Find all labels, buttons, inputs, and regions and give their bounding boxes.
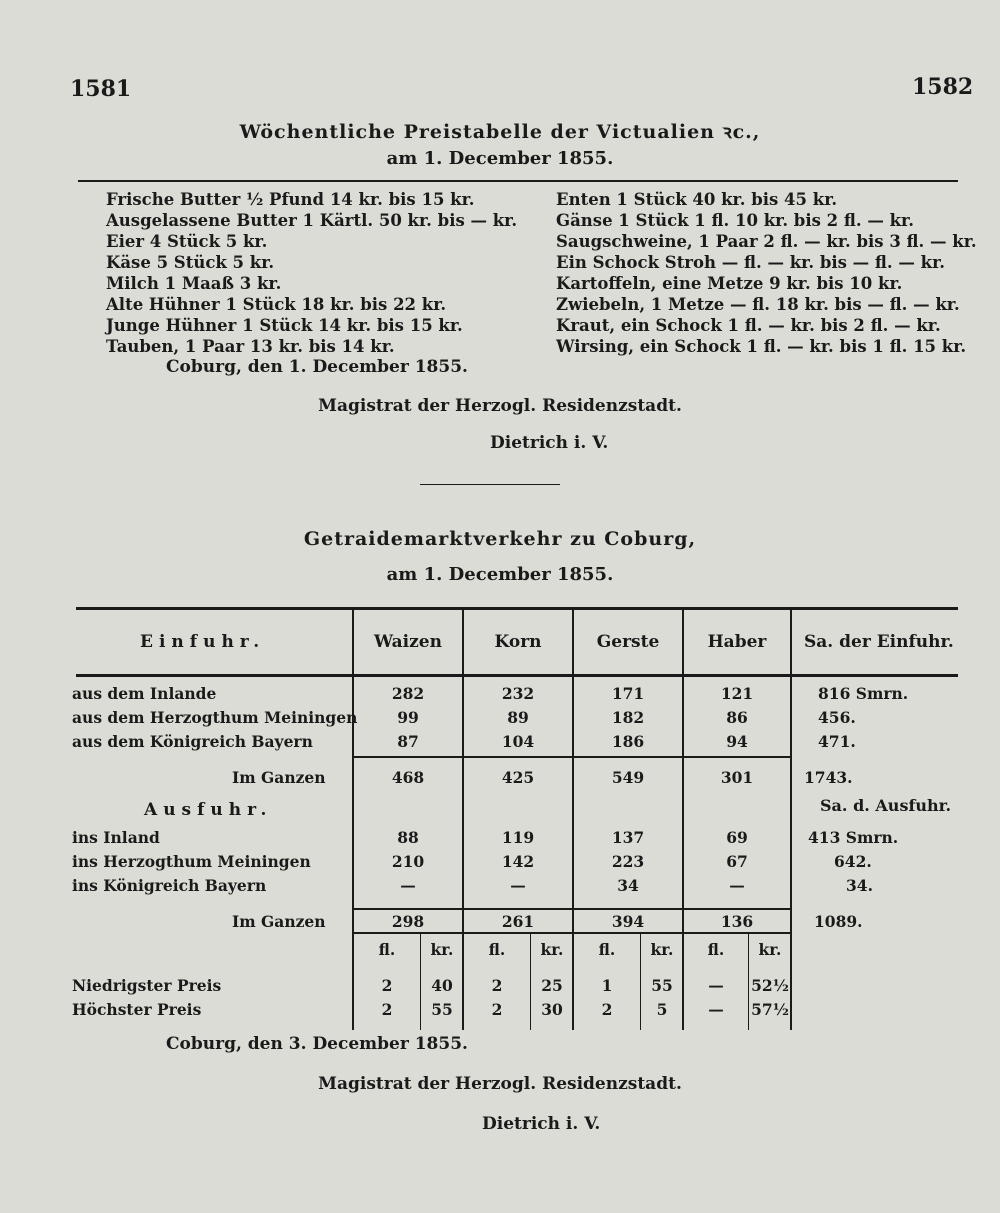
grain-authority: Magistrat der Herzogl. Residenzstadt.	[318, 1074, 682, 1094]
row-sum: 34.	[846, 876, 873, 895]
grain-table-date: am 1. December 1855.	[386, 564, 614, 585]
row-sum: 413 Smrn.	[808, 828, 899, 847]
column-rule	[572, 610, 574, 1030]
divider	[78, 180, 958, 182]
total-value: 549	[611, 768, 645, 787]
price-item: Alte Hühner 1 Stück 18 kr. bis 22 kr.	[106, 295, 447, 314]
column-subrule	[640, 934, 641, 1030]
header-sum-export: Sa. d. Ausfuhr.	[820, 796, 952, 815]
row-label: Höchster Preis	[72, 1000, 202, 1019]
unit-fl: fl.	[598, 940, 616, 959]
cell-value: 137	[611, 828, 645, 847]
price-item: Tauben, 1 Paar 13 kr. bis 14 kr.	[106, 337, 395, 356]
page-number-right: 1582	[912, 74, 974, 100]
column-subrule	[530, 934, 531, 1030]
column-rule	[462, 610, 464, 1030]
total-value: 261	[501, 912, 535, 931]
column-subrule	[748, 934, 749, 1030]
unit-kr: kr.	[540, 940, 564, 959]
cell-value: 121	[720, 684, 754, 703]
price-list-right	[556, 190, 977, 358]
row-label: aus dem Herzogthum Meiningen	[72, 708, 358, 727]
price-table-title: Wöchentliche Preistabelle der Victualien ꝛc.,	[239, 121, 761, 143]
grain-place-date: Coburg, den 3. December 1855.	[166, 1034, 468, 1054]
cell-value: —	[400, 876, 416, 895]
row-label: aus dem Königreich Bayern	[72, 732, 313, 751]
total-value: 136	[720, 912, 754, 931]
header-ausfuhr: Ausfuhr.	[144, 800, 273, 820]
price-value: —	[708, 976, 724, 995]
total-sum: 1743.	[804, 768, 853, 787]
cell-value: 223	[611, 852, 645, 871]
cell-value: 142	[501, 852, 535, 871]
header-waizen: Waizen	[374, 632, 442, 652]
cell-value: —	[510, 876, 526, 895]
price-value: 2	[601, 1000, 613, 1019]
total-label: Im Ganzen	[232, 912, 326, 931]
table-header-rule	[76, 674, 958, 677]
total-value: 425	[501, 768, 535, 787]
subtotal-rule	[352, 756, 790, 758]
cell-value: 99	[397, 708, 419, 727]
cell-value: 232	[501, 684, 535, 703]
header-einfuhr: Einfuhr.	[140, 632, 266, 652]
price-value: 25	[541, 976, 563, 995]
unit-fl: fl.	[707, 940, 725, 959]
price-item: Frische Butter ½ Pfund 14 kr. bis 15 kr.	[106, 190, 475, 209]
column-rule	[352, 610, 354, 1030]
price-authority: Magistrat der Herzogl. Residenzstadt.	[318, 396, 682, 416]
price-value: 2	[381, 976, 393, 995]
unit-kr: kr.	[650, 940, 674, 959]
subtotal-rule	[352, 932, 790, 934]
table-top-rule	[76, 607, 958, 610]
cell-value: 171	[611, 684, 645, 703]
cell-value: 104	[501, 732, 535, 751]
header-sum-import: Sa. der Einfuhr.	[804, 632, 954, 652]
total-label: Im Ganzen	[232, 768, 326, 787]
price-value: 55	[431, 1000, 453, 1019]
price-value: 57½	[751, 1000, 789, 1019]
header-gerste: Gerste	[596, 632, 660, 652]
row-label: Niedrigster Preis	[72, 976, 222, 995]
price-value: 5	[656, 1000, 668, 1019]
total-sum: 1089.	[814, 912, 863, 931]
cell-value: 94	[726, 732, 748, 751]
header-korn: Korn	[494, 632, 542, 652]
price-item: Kartoffeln, eine Metze 9 kr. bis 10 kr.	[556, 274, 903, 293]
total-value: 468	[391, 768, 425, 787]
column-rule	[790, 610, 792, 1030]
column-subrule	[420, 934, 421, 1030]
unit-kr: kr.	[758, 940, 782, 959]
price-list-left	[106, 190, 517, 358]
price-value: —	[708, 1000, 724, 1019]
price-signature: Dietrich i. V.	[490, 433, 609, 453]
price-place-date: Coburg, den 1. December 1855.	[166, 357, 468, 377]
row-label: ins Inland	[72, 828, 160, 847]
unit-fl: fl.	[378, 940, 396, 959]
cell-value: 86	[726, 708, 748, 727]
cell-value: 282	[391, 684, 425, 703]
header-haber: Haber	[707, 632, 767, 652]
price-item: Ein Schock Stroh — fl. — kr. bis — fl. — kr.	[556, 253, 945, 272]
grain-table-title: Getraidemarktverkehr zu Coburg,	[303, 528, 697, 550]
price-item: Saugschweine, 1 Paar 2 fl. — kr. bis 3 fl. — kr.	[556, 232, 977, 251]
price-value: 40	[431, 976, 453, 995]
price-item: Wirsing, ein Schock 1 fl. — kr. bis 1 fl. 15 kr.	[556, 337, 967, 356]
total-value: 301	[720, 768, 754, 787]
row-sum: 471.	[818, 732, 856, 751]
grain-signature: Dietrich i. V.	[482, 1114, 601, 1134]
price-item: Eier 4 Stück 5 kr.	[106, 232, 268, 251]
price-table-date: am 1. December 1855.	[386, 148, 614, 169]
price-item: Junge Hühner 1 Stück 14 kr. bis 15 kr.	[106, 316, 463, 335]
cell-value: 186	[611, 732, 645, 751]
price-item: Zwiebeln, 1 Metze — fl. 18 kr. bis — fl. — kr.	[556, 295, 960, 314]
row-label: ins Königreich Bayern	[72, 876, 267, 895]
short-divider	[420, 484, 560, 485]
price-value: 1	[601, 976, 613, 995]
row-label: aus dem Inlande	[72, 684, 217, 703]
price-item: Enten 1 Stück 40 kr. bis 45 kr.	[556, 190, 838, 209]
cell-value: 88	[397, 828, 419, 847]
page-number-left: 1581	[70, 76, 132, 102]
cell-value: 87	[397, 732, 419, 751]
subtotal-rule	[352, 908, 790, 910]
price-item: Käse 5 Stück 5 kr.	[106, 253, 275, 272]
price-item: Gänse 1 Stück 1 fl. 10 kr. bis 2 fl. — kr.	[556, 211, 914, 230]
cell-value: 210	[391, 852, 425, 871]
price-value: 2	[491, 976, 503, 995]
unit-fl: fl.	[488, 940, 506, 959]
price-value: 55	[651, 976, 673, 995]
price-item: Milch 1 Maaß 3 kr.	[106, 274, 282, 293]
total-value: 298	[391, 912, 425, 931]
cell-value: 34	[617, 876, 639, 895]
price-value: 2	[491, 1000, 503, 1019]
cell-value: 69	[726, 828, 748, 847]
price-item: Kraut, ein Schock 1 fl. — kr. bis 2 fl. — kr.	[556, 316, 941, 335]
row-sum: 642.	[834, 852, 872, 871]
cell-value: —	[729, 876, 745, 895]
row-sum: 456.	[818, 708, 856, 727]
row-sum: 816 Smrn.	[818, 684, 909, 703]
cell-value: 182	[611, 708, 645, 727]
price-value: 2	[381, 1000, 393, 1019]
unit-kr: kr.	[430, 940, 454, 959]
column-rule	[682, 610, 684, 1030]
price-value: 52½	[751, 976, 789, 995]
total-value: 394	[611, 912, 645, 931]
cell-value: 89	[507, 708, 529, 727]
price-value: 30	[541, 1000, 563, 1019]
price-item: Ausgelassene Butter 1 Kärtl. 50 kr. bis — kr.	[106, 211, 518, 230]
cell-value: 67	[726, 852, 748, 871]
cell-value: 119	[501, 828, 535, 847]
row-label: ins Herzogthum Meiningen	[72, 852, 311, 871]
